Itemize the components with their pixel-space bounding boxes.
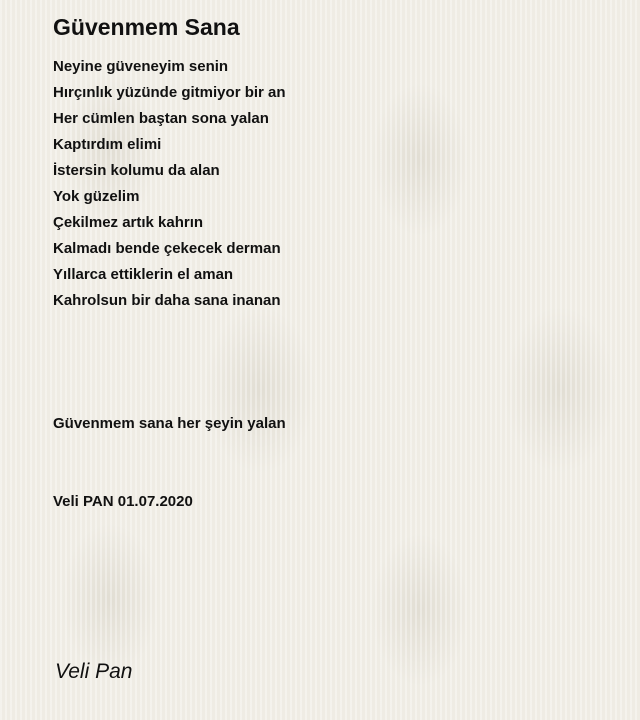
poem-line: Kaptırdım elimi <box>53 136 162 153</box>
poem-line: Neyine güveneyim senin <box>53 58 229 75</box>
poem-line: Yok güzelim <box>53 188 140 205</box>
signature-date: Veli PAN 01.07.2020 <box>53 493 193 510</box>
poem-refrain: Güvenmem sana her şeyin yalan <box>53 415 286 432</box>
poem-line: Her cümlen baştan sona yalan <box>53 110 269 127</box>
poem-line: Çekilmez artık kahrın <box>53 214 204 231</box>
poem-line: İstersin kolumu da alan <box>53 162 220 179</box>
poem-title: Güvenmem Sana <box>53 14 240 40</box>
poem-line: Kalmadı bende çekecek derman <box>53 240 281 257</box>
poem-line: Kahrolsun bir daha sana inanan <box>53 292 281 309</box>
poem-line: Yıllarca ettiklerin el aman <box>53 266 234 283</box>
poem-body <box>53 54 613 314</box>
author-name: Veli Pan <box>55 660 133 683</box>
poem-line: Hırçınlık yüzünde gitmiyor bir an <box>53 84 286 101</box>
